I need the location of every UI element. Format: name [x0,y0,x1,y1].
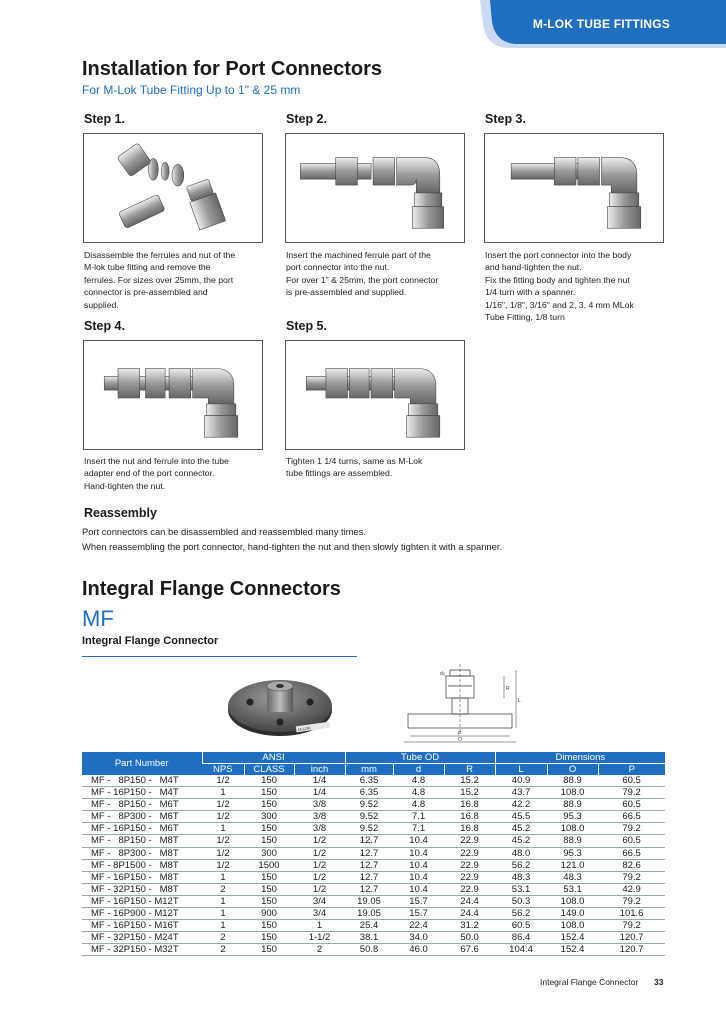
table-cell: 9.52 [345,799,393,811]
table-cell: 22.9 [444,883,495,895]
table-cell: 1/2 [294,847,345,859]
flange-connector-photo [222,666,342,744]
part-number-cell: MF - 16P150 - M8T [82,871,202,883]
table-cell: 31.2 [444,920,495,932]
table-cell: 45.5 [495,811,547,823]
dim-label-r: R [506,686,510,692]
table-cell: 300 [244,811,294,823]
table-cell: 53.1 [547,883,598,895]
header-ansi: ANSI [202,752,345,764]
table-cell: 1 [294,920,345,932]
step-2-title: Step 2. [286,112,327,126]
table-cell: 53.1 [495,883,547,895]
table-cell: 42.9 [598,883,665,895]
step-5-line: tube fittings are assembled. [286,468,393,479]
table-row [82,920,665,932]
page-number: 33 [654,977,664,987]
table-cell: 150 [244,932,294,944]
table-cell: 45.2 [495,823,547,835]
table-cell: 4.8 [393,799,444,811]
table-cell: 12.7 [345,835,393,847]
table-row [82,835,665,847]
table-cell: 56.2 [495,859,547,871]
header-mm: mm [345,764,393,776]
header-class: CLASS [244,764,294,776]
table-cell: 1/2 [294,835,345,847]
table-cell: 56.2 [495,908,547,920]
product-code: MF [82,606,114,631]
table-cell: 2 [294,944,345,956]
table-cell: 34.0 [393,932,444,944]
part-number-cell: MF - 8P150 - M6T [82,799,202,811]
table-cell: 48.3 [547,871,598,883]
table-cell: 19.05 [345,908,393,920]
table-cell: 1 [202,895,244,907]
dim-label-o: O [458,737,462,743]
table-row [82,932,665,944]
table-cell: 150 [244,835,294,847]
table-cell: 10.4 [393,835,444,847]
table-cell: 43.7 [495,787,547,799]
step-1-line: ferrules. For sizes over 25mm, the port [84,274,234,285]
table-cell: 22.9 [444,847,495,859]
step-2-image [285,133,465,243]
table-cell: 86.4 [495,932,547,944]
table-cell: 1500 [244,859,294,871]
step-3-title: Step 3. [485,112,526,126]
table-cell: 79.2 [598,895,665,907]
table-cell: 6.35 [345,787,393,799]
table-cell: 150 [244,787,294,799]
table-cell: 150 [244,823,294,835]
table-row [82,883,665,895]
step-1-image [83,133,263,243]
page-subtitle: For M-Lok Tube Fitting Up to 1" & 25 mm [82,83,301,97]
header-nps: NPS [202,764,244,776]
table-cell: 104.4 [495,944,547,956]
table-cell: 12.7 [345,871,393,883]
table-cell: 95.3 [547,811,598,823]
table-cell: 79.2 [598,920,665,932]
step-3-line: and hand-tighten the nut. [485,262,582,273]
table-row [82,908,665,920]
part-number-cell: MF - 8P150 - M4T [82,775,202,787]
technical-drawing [400,664,525,746]
header-title: M-LOK TUBE FITTINGS [532,17,670,31]
header-p: P [598,764,665,776]
step-1-line: M-lok tube fitting and remove the [84,262,211,273]
section-divider [82,656,357,657]
part-number-cell: MF - 8P300 - M6T [82,811,202,823]
part-number-cell: MF - 32P150 - M8T [82,883,202,895]
table-cell: 121.0 [547,859,598,871]
header-part-number: Part Number [82,752,202,775]
table-cell: 60.5 [598,775,665,787]
table-cell: 150 [244,871,294,883]
step-2-line: For over 1" & 25mm, the port connector [286,274,439,285]
table-cell: 88.9 [547,799,598,811]
footer-label: Integral Flange Connector [540,977,639,987]
table-cell: 45.2 [495,835,547,847]
table-cell: 60.5 [495,920,547,932]
table-cell: 1/2 [294,859,345,871]
table-cell: 1/2 [202,775,244,787]
table-row [82,895,665,907]
part-number-cell: MF - 32P150 - M32T [82,944,202,956]
table-cell: 150 [244,775,294,787]
table-cell: 120.7 [598,944,665,956]
step-4-line: Hand-tighten the nut. [84,480,166,491]
part-number-cell: MF - 16P150 - M12T [82,895,202,907]
flange-connector-illustration [222,666,342,744]
table-cell: 1 [202,787,244,799]
table-cell: 1-1/2 [294,932,345,944]
part-number-cell: MF - 16P150 - M16T [82,920,202,932]
table-cell: 1/2 [202,799,244,811]
table-cell: 1/2 [294,883,345,895]
header-inch: inch [294,764,345,776]
table-cell: 3/4 [294,895,345,907]
table-cell: 50.0 [444,932,495,944]
table-cell: 22.9 [444,871,495,883]
table-row [82,847,665,859]
table-cell: 150 [244,883,294,895]
dim-label-d: d [440,671,443,677]
table-cell: 3/4 [294,908,345,920]
page-title: Installation for Port Connectors [82,58,383,80]
step-3-line: 1/16", 1/8", 3/16" and 2, 3, 4 mm MLok [485,299,634,310]
table-cell: 108.0 [547,920,598,932]
table-cell: 50.8 [345,944,393,956]
table-cell: 7.1 [393,811,444,823]
table-cell: 48.0 [495,847,547,859]
table-cell: 1 [202,823,244,835]
header-tab [480,0,726,48]
part-number-cell: MF - 16P900 - M12T [82,908,202,920]
table-cell: 79.2 [598,871,665,883]
table-cell: 42.2 [495,799,547,811]
step-5-image [285,340,465,450]
table-cell: 79.2 [598,823,665,835]
flange-dimension-drawing [400,664,525,746]
table-cell: 16.8 [444,811,495,823]
table-row [82,823,665,835]
reassembly-title: Reassembly [84,506,157,520]
step-3-line: 1/4 turn with a spanner. [485,287,576,298]
table-cell: 25.4 [345,920,393,932]
table-cell: 3/8 [294,799,345,811]
step-1-line: supplied. [84,299,119,310]
table-row [82,871,665,883]
table-cell: 2 [202,932,244,944]
reassembly-line-1: Port connectors can be disassembled and reassembled many times. [82,526,366,537]
table-row [82,799,665,811]
section-title: Integral Flange Connectors [82,578,341,600]
step-3-line: Fix the fitting body and tighten the nut [485,274,630,285]
table-cell: 16.8 [444,799,495,811]
table-cell: 150 [244,799,294,811]
step-5-text [286,455,468,480]
step-3-image [484,133,664,243]
table-cell: 4.8 [393,775,444,787]
table-cell: 60.5 [598,799,665,811]
table-cell: 300 [244,847,294,859]
table-cell: 15.2 [444,775,495,787]
step-4-image [83,340,263,450]
final-assembly-illustration [286,341,464,449]
table-cell: 1/2 [202,847,244,859]
table-cell: 10.4 [393,847,444,859]
table-cell: 19.05 [345,895,393,907]
table-cell: 152.4 [547,944,598,956]
part-number-cell: MF - 32P150 - M24T [82,932,202,944]
header-r: R [444,764,495,776]
table-cell: 1 [202,871,244,883]
table-cell: 22.9 [444,859,495,871]
reassembly-line-2: When reassembling the port connector, hand-tighten the nut and then slowly tighten it with a spanner. [82,541,503,552]
header-o: O [547,764,598,776]
table-cell: 150 [244,944,294,956]
table-cell: 24.4 [444,908,495,920]
step-4-title: Step 4. [84,319,125,333]
header-l: L [495,764,547,776]
dim-label-p: P [458,731,462,737]
table-cell: 24.4 [444,895,495,907]
exploded-fitting-illustration [84,134,262,242]
spec-table [82,752,665,956]
step-3-line: Tube Fitting, 1/8 turn [485,312,565,323]
table-cell: 108.0 [547,787,598,799]
table-row [82,787,665,799]
table-cell: 101.6 [598,908,665,920]
table-cell: 50.3 [495,895,547,907]
step-2-line: port connector into the nut. [286,262,390,273]
part-number-cell: MF - 8P300 - M8T [82,847,202,859]
table-cell: 108.0 [547,823,598,835]
step-5-line: Tighten 1 1/4 turns, same as M-Lok [286,456,423,466]
step-1-line: Disassemble the ferrules and nut of the [84,250,236,260]
nut-insertion-illustration [286,134,464,242]
table-cell: 88.9 [547,835,598,847]
header-tube-od: Tube OD [345,752,495,764]
table-row [82,775,665,787]
table-cell: 1/2 [202,811,244,823]
table-cell: 12.7 [345,859,393,871]
table-cell: 66.5 [598,811,665,823]
table-cell: 152.4 [547,932,598,944]
step-4-line: Insert the nut and ferrule into the tube [84,456,229,466]
step-3-text [485,249,667,323]
table-cell: 120.7 [598,932,665,944]
table-cell: 1 [202,920,244,932]
table-cell: 82.6 [598,859,665,871]
assembled-fitting-illustration [485,134,663,242]
table-cell: 40.9 [495,775,547,787]
table-cell: 10.4 [393,859,444,871]
table-cell: 1/2 [202,835,244,847]
table-cell: 1/4 [294,775,345,787]
spec-table-body [82,775,665,956]
product-name: Integral Flange Connector [82,635,219,647]
table-cell: 15.7 [393,895,444,907]
table-cell: 3/8 [294,811,345,823]
table-cell: 22.9 [444,835,495,847]
table-cell: 46.0 [393,944,444,956]
table-cell: 108.0 [547,895,598,907]
table-row [82,859,665,871]
table-cell: 66.5 [598,847,665,859]
table-cell: 16.8 [444,823,495,835]
tube-insertion-illustration [84,341,262,449]
step-1-title: Step 1. [84,112,125,126]
product-label-text: M-LOK [297,725,312,733]
table-cell: 22.4 [393,920,444,932]
table-cell: 7.1 [393,823,444,835]
part-number-cell: MF - 16P150 - M4T [82,787,202,799]
table-cell: 1/2 [202,859,244,871]
step-2-line: Insert the machined ferrule part of the [286,250,431,260]
step-1-text [84,249,266,311]
step-5-title: Step 5. [286,319,327,333]
table-cell: 10.4 [393,883,444,895]
table-cell: 149.0 [547,908,598,920]
table-cell: 15.2 [444,787,495,799]
table-cell: 150 [244,895,294,907]
table-cell: 38.1 [345,932,393,944]
part-number-cell: MF - 16P150 - M6T [82,823,202,835]
table-cell: 88.9 [547,775,598,787]
table-cell: 1/4 [294,787,345,799]
step-3-line: Insert the port connector into the body [485,250,632,260]
header-d: d [393,764,444,776]
table-row [82,944,665,956]
step-2-text [286,249,468,299]
part-number-cell: MF - 8P150 - M8T [82,835,202,847]
table-cell: 900 [244,908,294,920]
step-2-line: is pre-assembled and supplied. [286,287,407,298]
table-cell: 6.35 [345,775,393,787]
step-4-line: adapter end of the port connector. [84,468,215,479]
dim-label-l: L [518,698,521,704]
step-4-text [84,455,266,492]
table-cell: 1 [202,908,244,920]
table-cell: 4.8 [393,787,444,799]
table-cell: 95.3 [547,847,598,859]
header-dimensions: Dimensions [495,752,665,764]
table-cell: 1/2 [294,871,345,883]
table-cell: 79.2 [598,787,665,799]
table-cell: 15.7 [393,908,444,920]
table-row [82,811,665,823]
table-cell: 67.6 [444,944,495,956]
table-cell: 9.52 [345,823,393,835]
part-number-cell: MF - 8P1500 - M8T [82,859,202,871]
table-cell: 150 [244,920,294,932]
table-cell: 2 [202,944,244,956]
table-cell: 2 [202,883,244,895]
step-1-line: connector is pre-assembled and [84,287,208,298]
table-cell: 12.7 [345,883,393,895]
table-cell: 10.4 [393,871,444,883]
table-cell: 60.5 [598,835,665,847]
table-cell: 12.7 [345,847,393,859]
table-cell: 3/8 [294,823,345,835]
table-cell: 48.3 [495,871,547,883]
table-cell: 9.52 [345,811,393,823]
